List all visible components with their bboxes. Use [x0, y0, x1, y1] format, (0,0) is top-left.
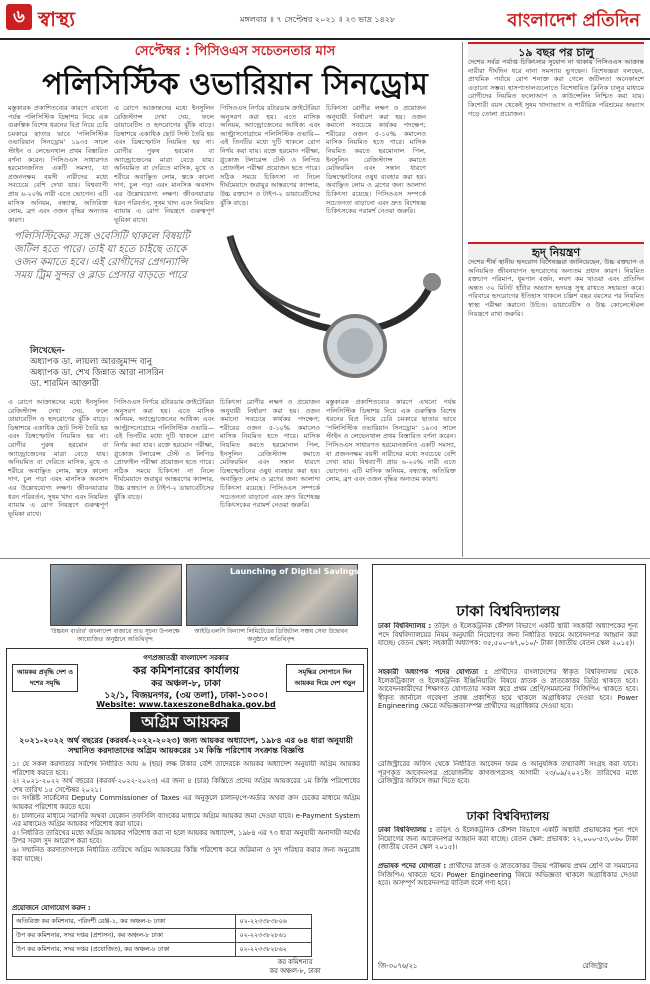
- pull-quote: পলিসিস্টিকের সঙ্গে ওবেসিটি থাকলে বিষয়টি জটিল হতে পারে। তাই যা হতে চাইছে তাকে ওজন কমাতে হবে। এই রোগীদের প্রেগন্যান্সি সময় ট্রিম সুন্দর ও ব্লাড প্রেসার বাড়তে পারে: [14, 231, 190, 281]
- university-para-1: [378, 622, 638, 666]
- page-number: ৬: [6, 4, 32, 30]
- tax-point-2: ২। ২০২১-২০২২ অর্থ বছরের (করবর্ষ-২০২২-২০২৩) এর জন্য ৪ (চার) কিস্তিতে প্রদেয় অগ্রিম আয়করের ১ম কিস্তি পরিশোধের শেষ তারিখ ১৫ সেপ্টেম্বর ২০২১।: [12, 777, 360, 794]
- article-column-8: মস্তুকারক প্রকাশিতব্যের কারণে এখনো পর্যন্ত পলিসিস্টিক ডিম্বাশয় নিয়ে এক গুরুত্বিক বিশেষ ধরনের বিপ্র নিয়ে চেরি চমকারে ছাতার ভাবে 'পলিসিস্টিক ওভারিয়ান সিনড্রোম' ১৯৩৫ সালে স্টাইন ও লেভেনথাল প্রথম বিস্তারিত বর্ণনা করেন। পিসিওএস সাধারণত হরমোনজনিত একটি সমস্যা, যা প্রজননক্ষম বয়সী নারীদের মধ্যে সবচেয়ে বেশি দেখা যায়। বিশ্বব্যাপী প্রায় ৬-২০% নারী এতে ভোগেন। এটি মাসিক অনিয়ম, বন্ধ্যাত্ব, অতিরিক্ত লোম, ব্রণ এবং ওজন বৃদ্ধির অন্যতম কারণ।: [326, 398, 456, 484]
- para-2-head: সহকারী অধ্যাপক পদের যোগ্যতা :: [378, 668, 488, 676]
- tax-slogan-right: সমৃদ্ধির সোপানে দিন আয়কর দিয়ে দেশ গড়ুন: [286, 664, 364, 692]
- side-story-title: ১৯ বছর পর চালু: [468, 42, 644, 63]
- event-photo-1: [50, 564, 182, 626]
- para-5-text: প্রার্থীদের স্নাতক ও স্নাতকোত্তর উভয় পরীক্ষায় প্রথম শ্রেণি বা সমমানের সিজিপিএ থাকতে হবে। Power Engineering বিষয়ে অভিজ্ঞতা থাকলে অগ্রাধিকার দেওয়া হবে। অসম্পূর্ণ আবেদনপত্র বাতিল বলে গণ্য হবে।: [378, 862, 638, 888]
- tax-point-5: ৫। নির্ধারিত তারিখের মধ্যে অগ্রিম আয়কর পরিশোধ করা না হলে আয়কর অধ্যাদেশ, ১৯৮৪ এর ৭৩ ধারা অনুযায়ী অনাদায়ী অর্থের উপর সরল সুদ আরোপ করা হবে।: [12, 828, 360, 846]
- dateline: মঙ্গলবার ॥ ৭ সেপ্টেম্বর ২০২১ ॥ ২৩ ভাদ্র ১৪২৮: [240, 15, 396, 24]
- para-4-head: ঢাকা বিশ্ববিদ্যালয় :: [378, 826, 433, 834]
- writer-1: অধ্যাপক ডা. লায়লা আরজুমান্দ বানু: [30, 357, 153, 367]
- article-column-7: চিকিৎসা রোগীর লক্ষণ ও প্রয়োজন অনুযায়ী নির্ধারণ করা হয়। ওজন কমানো সবচেয়ে কার্যকর পদক্ষেপ; শরীরের ওজন ৫-১০% কমালেও মাসিক নিয়মিত হতে পারে। মাসিক নিয়মিত করতে হরমোনাল পিল, ইনসুলিন রেজিস্ট্যান্স কমাতে মেটফরমিন এবং সন্তান ধারণে ডিম্বস্ফোটনের ওষুধ ব্যবহার করা হয়। অবাঞ্ছিত লোম ও ব্রণের জন্য আলাদা চিকিৎসা রয়েছে। পিসিওএস সম্পর্কে সচেতনতা বাড়ানো এবং দ্রুত বিশেষজ্ঞ চিকিৎসকের পরামর্শ নেওয়া জরুরি।: [220, 398, 320, 510]
- side-story-text: দেশের সর্বত্র পর্যাপ্ত চিকিৎসার সুযোগ না থাকায় পিসিওএস আক্রান্ত নারীরা দীর্ঘদিন ধরে নানা সমস্যায় ভুগছেন। বিশেষজ্ঞরা বলছেন, প্রাথমিক পর্যায়ে রোগ শনাক্ত করা গেলে জটিলতা অনেকাংশে এড়ানো সম্ভব। হাসপাতালগুলোতে বিশেষায়িত ক্লিনিক চালুর মাধ্যমে রোগীদের নিয়মিত ফলোআপ ও কাউন্সেলিং নিশ্চিত করা যায়। কিশোরী বয়স থেকেই সুষম খাদ্যাভ্যাস ও শারীরিক পরিশ্রমের অভ্যাস গড়ে তোলা প্রয়োজন।: [468, 58, 644, 118]
- tax-point-1: ১। যে সকল করদাতার সর্বশেষ নির্ধারিত আয় ৬ (ছয়) লক্ষ টাকার বেশি তাদেরকে আয়কর অধ্যাদেশ অনুযায়ী অগ্রিম আয়কর পরিশোধ করতে হবে।: [12, 760, 360, 777]
- article-column-2: এ রোগে আক্রান্তদের মধ্যে ইনসুলিন রেজিস্ট্যান্স দেখা দেয়, ফলে ডায়াবেটিস ও হৃদরোগের ঝুঁকি বাড়ে। ডিম্বাশয়ে একাধিক ছোট সিস্ট তৈরি হয় এবং ডিম্বস্ফোটন নিয়মিত হয় না। রোগীর পুরুষ হরমোন বা অ্যান্ড্রোজেনের মাত্রা বেড়ে যায়। অনিয়মিত বা দেরিতে মাসিক, মুখে ও শরীরে অবাঞ্ছিত লোম, ত্বকে কালো দাগ, চুল পড়া এবং মানসিক অবসাদ এর উল্লেখযোগ্য লক্ষণ। জীবনযাত্রার ধরন পরিবর্তন, সুষম খাদ্য এবং নিয়মিত ব্যায়াম এ রোগ নিয়ন্ত্রণে গুরুত্বপূর্ণ ভূমিকা রাখে।: [114, 104, 214, 224]
- para-5-head: প্রভাষক পদের যোগ্যতা :: [378, 862, 447, 870]
- column-divider: [462, 42, 463, 557]
- contact-phone: ০২-২২৩৩৮২৮৬১: [236, 929, 312, 943]
- tax-ad-points: [12, 760, 360, 900]
- article-column-3: পিসিওএস নির্ণয়ে রটারডাম ক্রাইটেরিয়া অনুসরণ করা হয়। এতে মাসিক অনিয়ম, অ্যান্ড্রোজেনের আধিক্য এবং আল্ট্রাসনোগ্রামে পলিসিস্টিক ওভারি—এই তিনটির মধ্যে দুটি থাকলে রোগ নির্ণয় করা যায়। রক্তে হরমোন পরীক্ষা, গ্লুকোজ টলারেন্স টেস্ট ও লিপিড প্রোফাইল পরীক্ষা প্রয়োজন হতে পারে। সঠিক সময়ে চিকিৎসা না নিলে দীর্ঘমেয়াদে জরায়ুর আস্তরণের ক্যান্সার, উচ্চ রক্তচাপ ও টাইপ-২ ডায়াবেটিসের ঝুঁকি বাড়ে।: [220, 104, 320, 207]
- side-story2-title: হৃদ্ নিয়ন্ত্রণ: [468, 242, 644, 263]
- contact-phone: ০২-২২৩৩৮৩৮০৬: [236, 915, 312, 929]
- writer-3: ডা. শারমিন আক্তারী: [30, 379, 99, 389]
- tax-slogan-left: আয়কর প্রবৃদ্ধি দেশ ও দশের সমৃদ্ধি: [12, 664, 78, 692]
- tax-contact-table: [12, 914, 312, 957]
- para-4-text: তড়িৎ ও ইলেকট্রনিক কৌশল বিভাগে একটি অস্থায়ী প্রভাষকের শূন্য পদে নিয়োগের জন্য আবেদনপত্র আহ্বান করা যাচ্ছে। বেতন স্কেল: প্রভাষক: ২২,০০০-৫৩,০৬০ টাকা (জাতীয় বেতন স্কেল ২০১৫)।: [378, 826, 638, 852]
- tax-ad-title: ২০২১-২০২২ অর্থ বছরের (করবর্ষ-২০২২-২০২৩) জন্য আয়কর অধ্যাদেশ, ১৯৮৪ এর ৬৪ ধারা অনুযায়ী সম্মানিত করদাতাদের অগ্রিম আয়করের ১ম কিস্তি পরিশোধ সংক্রান্ত বিজ্ঞপ্তি: [19, 736, 353, 755]
- tax-signature: [230, 958, 360, 975]
- article-headline: পলিসিস্টিক ওভারিয়ান সিনড্রোম: [42, 67, 428, 102]
- tax-ad-zone: কর অঞ্চল-৮, ঢাকা: [151, 679, 221, 689]
- contact-row: [13, 929, 312, 943]
- para-1-head: ঢাকা বিশ্ববিদ্যালয় :: [378, 622, 432, 630]
- contact-role: উপ কর কমিশনার, সদর দপ্তর (প্রযোজিত), কর অঞ্চল-৮ ঢাকা: [13, 943, 236, 957]
- university-sign: রেজিস্ট্রার: [582, 962, 608, 970]
- contact-row: [13, 915, 312, 929]
- tax-ad-org: গণপ্রজাতন্ত্রী বাংলাদেশ সরকার: [143, 654, 229, 662]
- writer-2: অধ্যাপক ডা. শেখ জিন্নাত আরা নাসরিন: [30, 368, 164, 378]
- contact-phone: ০২-২২৩৩৮২৮৬২: [236, 943, 312, 957]
- stethoscope-illustration: [200, 226, 460, 398]
- photo-caption-2: আইডিএলসি ফিন্যান্স লিমিটেডের ডিজিটাল সঞ্চয় সেবা উদ্বোধন অনুষ্ঠানে অতিথিবৃন্দ: [194, 628, 348, 643]
- tax-ad-address: ১২/১, বিজয়নগর, (৩য় তলা), ঢাকা-১০০০।: [104, 691, 268, 701]
- university-ref: জি-৩০৭৬/২১: [378, 962, 418, 970]
- para-1-text: তড়িৎ ও ইলেকট্রনিক কৌশল বিভাগে একটি স্থায়ী সহকারী অধ্যাপকের শূন্য পদে বিশ্ববিদ্যালয়ের নিয়ম অনুযায়ী নিয়োগের জন্য নির্ধারিত ফরমে আবেদনপত্র আহ্বান করা যাচ্ছে। বেতন স্কেল: সহকারী অধ্যাপক: ৩৫,৫০০-৬৭,০১০/- টাকা (জাতীয় বেতন স্কেল ২০১৫)।: [378, 622, 638, 648]
- tax-point-3: ৩। সংশ্লিষ্ট সার্কেলের Deputy Commissioner of Taxes এর অনুকূলে চালান/পে-অর্ডার অথবা ক্রস চেকের মাধ্যমে অগ্রিম আয়কর পরিশোধ করতে হবে।: [12, 794, 360, 811]
- section-title: স্বাস্থ্য: [38, 7, 76, 31]
- writers-label: লিখেছেন-: [30, 346, 65, 356]
- contact-role: অতিরিক্ত কর কমিশনার, পরিদর্শী রেঞ্জ-১, কর অঞ্চল-৮ ঢাকা: [13, 915, 236, 929]
- article-column-5: এ রোগে আক্রান্তদের মধ্যে ইনসুলিন রেজিস্ট্যান্স দেখা দেয়, ফলে ডায়াবেটিস ও হৃদরোগের ঝুঁকি বাড়ে। ডিম্বাশয়ে একাধিক ছোট সিস্ট তৈরি হয় এবং ডিম্বস্ফোটন নিয়মিত হয় না। রোগীর পুরুষ হরমোন বা অ্যান্ড্রোজেনের মাত্রা বেড়ে যায়। অনিয়মিত বা দেরিতে মাসিক, মুখে ও শরীরে অবাঞ্ছিত লোম, ত্বকে কালো দাগ, চুল পড়া এবং মানসিক অবসাদ এর উল্লেখযোগ্য লক্ষণ। জীবনযাত্রার ধরন পরিবর্তন, সুষম খাদ্য এবং নিয়মিত ব্যায়াম এ রোগ নিয়ন্ত্রণে গুরুত্বপূর্ণ ভূমিকা রাখে।: [8, 398, 108, 518]
- contact-row: [13, 943, 312, 957]
- article-column-6: পিসিওএস নির্ণয়ে রটারডাম ক্রাইটেরিয়া অনুসরণ করা হয়। এতে মাসিক অনিয়ম, অ্যান্ড্রোজেনের আধিক্য এবং আল্ট্রাসনোগ্রামে পলিসিস্টিক ওভারি—এই তিনটির মধ্যে দুটি থাকলে রোগ নির্ণয় করা যায়। রক্তে হরমোন পরীক্ষা, গ্লুকোজ টলারেন্স টেস্ট ও লিপিড প্রোফাইল পরীক্ষা প্রয়োজন হতে পারে। সঠিক সময়ে চিকিৎসা না নিলে দীর্ঘমেয়াদে জরায়ুর আস্তরণের ক্যান্সার, উচ্চ রক্তচাপ ও টাইপ-২ ডায়াবেটিসের ঝুঁকি বাড়ে।: [114, 398, 214, 501]
- university-para-5: [378, 862, 638, 942]
- side-story2-text: দেশের শীর্ষ স্থানীয় হৃদরোগ বিশেষজ্ঞরা জানিয়েছেন, উচ্চ রক্তচাপ ও অনিয়মিত জীবনযাপন হৃদরোগের অন্যতম প্রধান কারণ। নিয়মিত রক্তচাপ পরিমাপ, ধূমপান বর্জন, লবণ কম খাওয়া এবং প্রতিদিন অন্তত ৩০ মিনিট হাঁটার অভ্যাস হৃদযন্ত্র সুস্থ রাখতে সহায়তা করে। পরিবারে হৃদরোগের ইতিহাস থাকলে চল্লিশ বছর বয়সের পর নিয়মিত স্বাস্থ্য পরীক্ষা করানো উচিত। ডায়াবেটিস ও উচ্চ কোলেস্টেরল নিয়ন্ত্রণে রাখা জরুরি।: [468, 258, 644, 318]
- article-kicker: সেপ্টেম্বর : পিসিওএস সচেতনতার মাস: [134, 44, 336, 59]
- university-para-3: রেজিস্ট্রারের অফিস থেকে নির্ধারিত আবেদন ফরম ও আনুষঙ্গিক তথ্যাবলী সংগ্রহ করা যাবে। পূরণকৃত আবেদনপত্র প্রয়োজনীয় কাগজপত্রসহ আগামী ২৩/০৯/২০২১ইং তারিখের মধ্যে রেজিস্ট্রার অফিসে জমা দিতে হবে।: [378, 760, 638, 786]
- para-2-text: প্রার্থীদের বাংলাদেশের স্বীকৃত বিশ্ববিদ্যালয় থেকে ইলেকট্রিক্যাল ও ইলেকট্রনিক ইঞ্জিনিয়ারিং বিষয়ে স্নাতক ও স্নাতকোত্তর ডিগ্রি থাকতে হবে। আবেদনকারীদের শিক্ষাগত যোগ্যতার সকল স্তরে প্রথম শ্রেণি/সমমানের সিজিপিএ থাকতে হবে। স্বীকৃত জার্নালে গবেষণা প্রবন্ধ প্রকাশিত হয়ে থাকলে অগ্রাধিকার দেওয়া হবে। Power Engineering ক্ষেত্রে অভিজ্ঞতাসম্পন্ন প্রার্থীদের অগ্রাধিকার দেওয়া হবে।: [378, 668, 638, 711]
- horizontal-divider: [0, 558, 650, 559]
- tax-point-6: ৬। সম্মানিত করদাতাগণকে নির্ধারিত তারিখে অগ্রিম আয়করের কিস্তি পরিশোধ করে জরিমানা ও সুদ পরিহার করার জন্য অনুরোধ করা যাচ্ছে।: [12, 845, 360, 863]
- contact-role: উপ কর কমিশনার, সদর দপ্তর (প্রশাসন), কর অঞ্চল-৮ ঢাকা: [13, 929, 236, 943]
- tax-sign-role: কর কমিশনার: [277, 958, 313, 966]
- article-column-1: মস্তুকারক প্রকাশিতব্যের কারণে এখনো পর্যন্ত পলিসিস্টিক ডিম্বাশয় নিয়ে এক গুরুত্বিক বিশেষ ধরনের বিপ্র নিয়ে চেরি চমকারে ছাতার ভাবে 'পলিসিস্টিক ওভারিয়ান সিনড্রোম' ১৯৩৫ সালে স্টাইন ও লেভেনথাল প্রথম বিস্তারিত বর্ণনা করেন। পিসিওএস সাধারণত হরমোনজনিত একটি সমস্যা, যা প্রজননক্ষম বয়সী নারীদের মধ্যে সবচেয়ে বেশি দেখা যায়। বিশ্বব্যাপী প্রায় ৬-২০% নারী এতে ভোগেন। এটি মাসিক অনিয়ম, বন্ধ্যাত্ব, অতিরিক্ত লোম, ব্রণ এবং ওজন বৃদ্ধির অন্যতম কারণ।: [8, 104, 108, 224]
- tax-sign-zone: কর অঞ্চল-৮, ঢাকা: [269, 966, 321, 975]
- tax-point-4: ৪। চালানের মাধ্যমে সরাসরি অথবা যেকোন তফসিলি ব্যাংকের মাধ্যমে অগ্রিম আয়কর জমা দেওয়া যাবে। e-Payment System এর মাধ্যমেও অগ্রিম আয়কর পরিশোধ করা যাবে।: [12, 811, 360, 829]
- university-name-2: ঢাকা বিশ্ববিদ্যালয়: [466, 809, 550, 823]
- tax-ad-banner: অগ্রিম আয়কর: [130, 712, 240, 732]
- university-para-4: [378, 826, 638, 860]
- tax-ad-website[interactable]: Website: www.taxeszone8dhaka.gov.bd: [96, 700, 276, 709]
- newspaper-logo: বাংলাদেশ প্রতিদিন: [507, 10, 640, 31]
- article-column-4: চিকিৎসা রোগীর লক্ষণ ও প্রয়োজন অনুযায়ী নির্ধারণ করা হয়। ওজন কমানো সবচেয়ে কার্যকর পদক্ষেপ; শরীরের ওজন ৫-১০% কমালেও মাসিক নিয়মিত হতে পারে। মাসিক নিয়মিত করতে হরমোনাল পিল, ইনসুলিন রেজিস্ট্যান্স কমাতে মেটফরমিন এবং সন্তান ধারণে ডিম্বস্ফোটনের ওষুধ ব্যবহার করা হয়। অবাঞ্ছিত লোম ও ব্রণের জন্য আলাদা চিকিৎসা রয়েছে। পিসিওএস সম্পর্কে সচেতনতা বাড়ানো এবং দ্রুত বিশেষজ্ঞ চিকিৎসকের পরামর্শ নেওয়া জরুরি।: [326, 104, 426, 216]
- photo-banner-text: Launching of Digital Savings: [230, 567, 359, 576]
- writers-block: [30, 346, 200, 390]
- university-para-2: [378, 668, 638, 758]
- university-name: ঢাকা বিশ্ববিদ্যালয়: [456, 602, 560, 620]
- photo-caption-1: 'উচ্চয়ন বার্তার' বাংলাদেশ বাজারে শুভ সূচনা উপলক্ষে আয়োজিত অনুষ্ঠানে অতিথিবৃন্দ: [50, 628, 180, 643]
- tax-ad-office: কর কমিশনারের কার্যালয়: [132, 664, 240, 677]
- tax-contact-label: প্রয়োজনে যোগাযোগ করুন :: [12, 904, 91, 912]
